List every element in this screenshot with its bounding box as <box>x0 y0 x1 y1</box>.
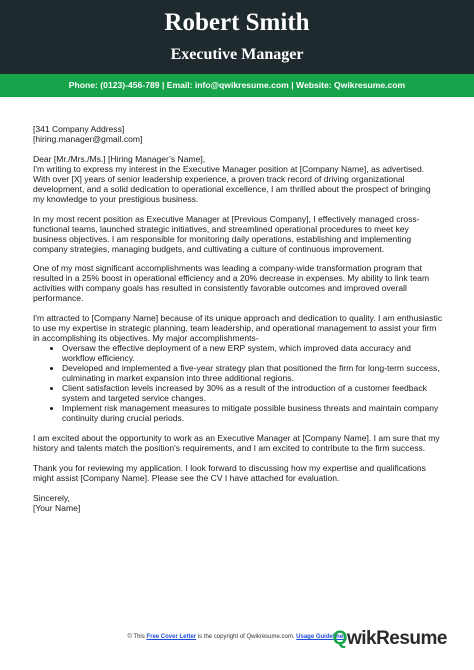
paragraph-intro: I'm writing to express my interest in the Executive Manager position at [Company Name], as advertised. With over [X] years of senior leadership experience, a proven track record of driving organizational development, and a solid dedication to operational excellence, I am thrilled about the prospect of bringing my knowledge to your prestigious business. <box>33 163 431 204</box>
email-label: Email: <box>166 80 193 90</box>
website-value[interactable]: Qwikresume.com <box>334 80 406 90</box>
copyright-prefix: © This <box>127 634 147 640</box>
paragraph-motivation: I'm attracted to [Company Name] because of its unique approach and dedication to quality. I am enthusiastic to use my expertise in strategic planning, team leadership, and operational management to assist your firm in accomplishing its objectives. My major accomplishments- <box>33 313 443 344</box>
closing: Sincerely, <box>33 492 70 503</box>
phone-label: Phone: <box>68 80 98 90</box>
paragraph-excitement: I am excited about the opportunity to work as an Executive Manager at [Company Name]. I am sure that my history and talents match the position's requirements, and I am excited to contribute to the firm success. <box>33 432 440 453</box>
letter-body <box>33 125 443 514</box>
page-footer <box>0 627 474 651</box>
accomplishments-list <box>33 344 443 424</box>
contact-bar <box>0 74 474 97</box>
logo-text: wikResume <box>346 628 447 649</box>
website-label: Website: <box>295 80 332 90</box>
phone-value: (0123)-456-789 <box>100 80 160 90</box>
separator: | <box>291 80 294 90</box>
address-email-line: [hiring.manager@gmail.com] <box>33 133 143 144</box>
paragraph-thanks: Thank you for reviewing my application. I look forward to discussing how my expertise and qualifications might assist [Company Name]. Please see the CV I have attached for evaluation. <box>33 462 426 483</box>
applicant-name: Robert Smith <box>164 9 310 36</box>
list-item: • Developed and implemented a five-year strategy plan that positioned the firm for long-term success, culminating in market expansion into three additional regions. <box>62 364 443 384</box>
salutation: Dear [Mr./Mrs./Ms.] [Hiring Manager’s Name], <box>33 153 206 164</box>
free-cover-letter-link[interactable]: Free Cover Letter <box>146 634 197 640</box>
job-title: Executive Manager <box>170 46 304 63</box>
email-value[interactable]: info@qwikresume.com <box>194 80 289 90</box>
signature-name: [Your Name] <box>33 502 81 513</box>
logo-q: Q <box>332 628 347 649</box>
address-line: [341 Company Address] <box>33 124 125 134</box>
qwikresume-logo[interactable] <box>333 627 447 651</box>
resume-header <box>0 0 474 74</box>
list-item: • Implement risk management measures to mitigate possible business threats and maintain company continuity during crucial periods. <box>62 404 443 424</box>
list-item: • Client satisfaction levels increased by 30% as a result of the introduction of a customer feedback system and targeted service changes. <box>62 384 443 404</box>
paragraph-experience: In my most recent position as Executive Manager at [Previous Company], I effectively managed cross-functional teams, launched strategic initiatives, and streamlined operational procedures to meet key business objectives. I am responsible for monitoring daily operations, establishing and implementing company strategies, managing budgets, and cultivating a culture of continuous improvement. <box>33 213 420 254</box>
paragraph-accomplishment: One of my most significant accomplishments was leading a company-wide transformation program that resulted in a 25% boost in operational efficiency and a 20% decrease in expenses. My ability to link team activities with company goals has resulted in consistently favorable outcomes and improved overall performance. <box>33 263 430 304</box>
separator: | <box>161 80 165 90</box>
list-item: • Oversaw the effective deployment of a new ERP system, which improved data accuracy and workflow efficiency. <box>62 344 443 364</box>
copyright-middle: is the copyright of Qwikresume.com. <box>196 634 297 640</box>
usage-guidelines-link[interactable]: Usage Guidelines <box>296 634 347 640</box>
